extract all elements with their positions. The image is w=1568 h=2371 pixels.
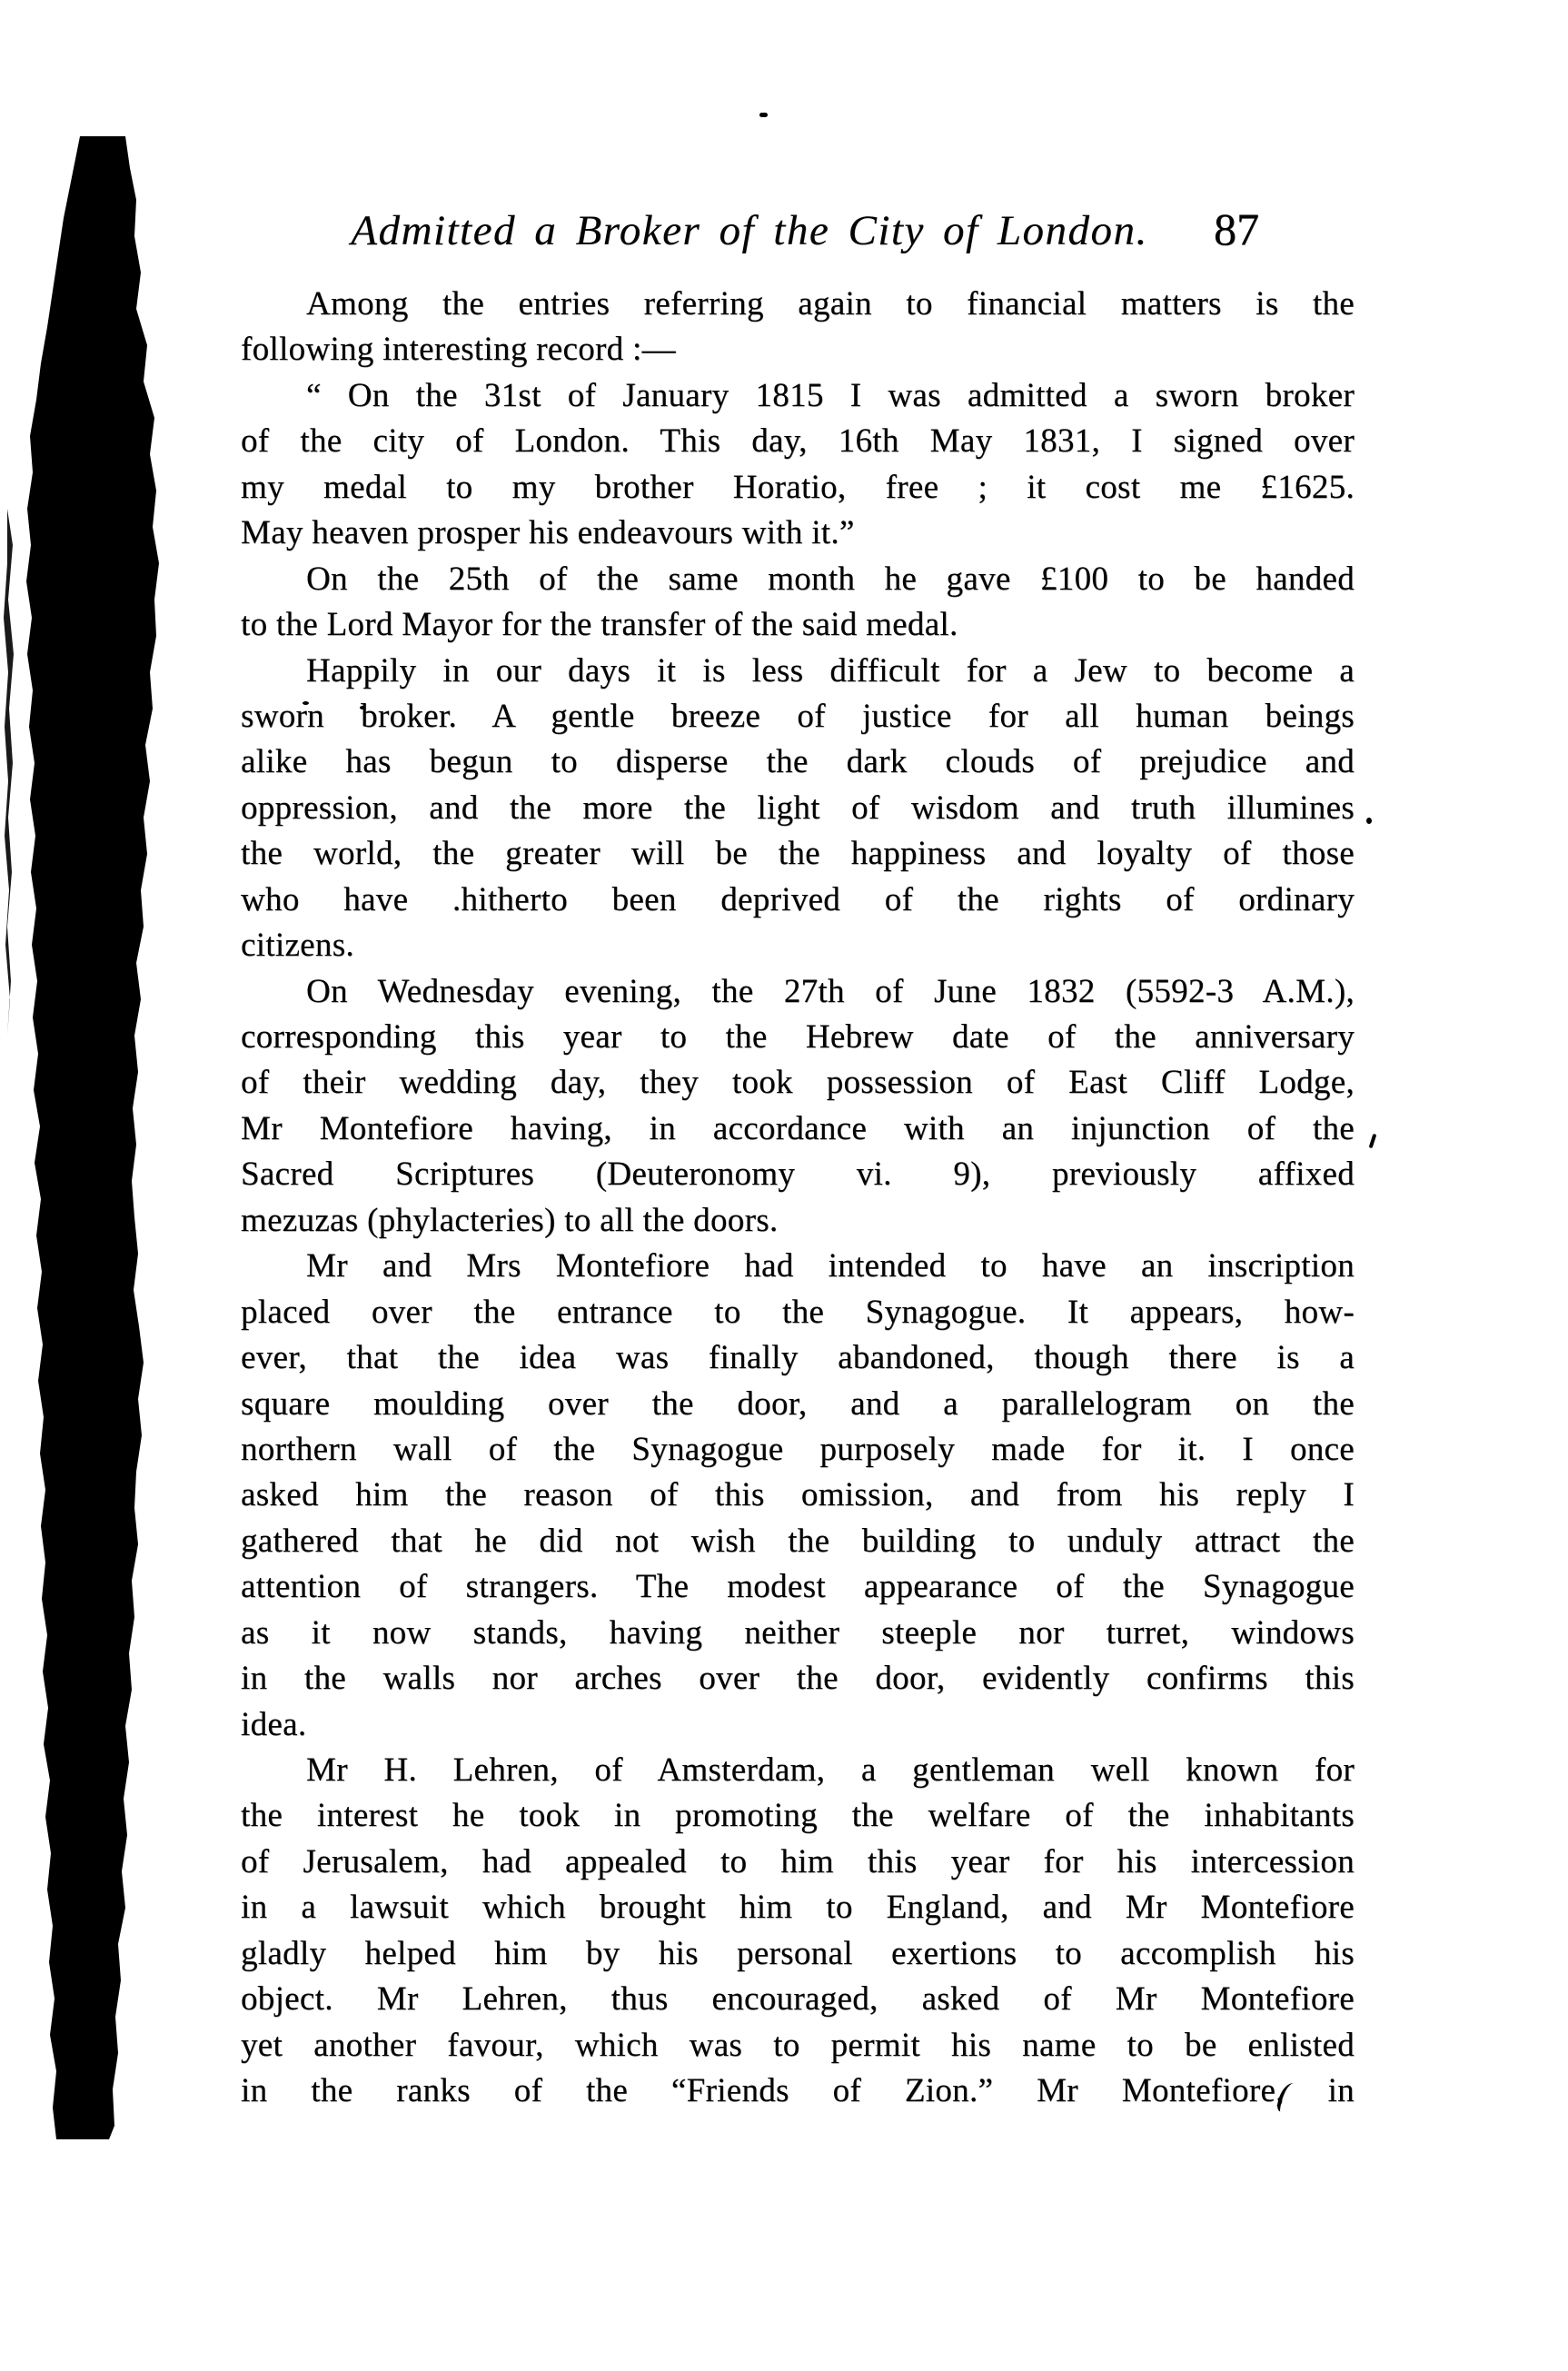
text-line: in the walls nor arches over the door, evidently confirms this [241, 1660, 1355, 1698]
text-line: of Jerusalem, had appealed to him this year for his intercession [241, 1842, 1355, 1880]
text-line: to the Lord Mayor for the transfer of the said medal. [241, 606, 958, 644]
text-line: ever, that the idea was finally abandoned, though there is a [241, 1339, 1355, 1377]
text-line: as it now stands, having neither steeple nor turret, windows [241, 1613, 1355, 1652]
text-line: mezuzas (phylacteries) to all the doors. [241, 1201, 779, 1239]
text-line: Mr and Mrs Montefiore had intended to have an inscription [306, 1247, 1355, 1285]
text-line: placed over the entrance to the Synagogue. It appears, how- [241, 1293, 1355, 1331]
text-line: Mr H. Lehren, of Amsterdam, a gentleman well known for [306, 1751, 1355, 1789]
text-line: idea. [241, 1705, 307, 1743]
text-line: in a lawsuit which brought him to England, and Mr Montefiore [241, 1889, 1355, 1927]
text-line: sworn broker. A gentle breeze of justice for all human beings [241, 697, 1355, 735]
scan-speck-top [759, 113, 768, 117]
text-line: On Wednesday evening, the 27th of June 1832 (5592-3 A.M.), [306, 972, 1355, 1010]
text-line: attention of strangers. The modest appearance of the Synagogue [241, 1568, 1355, 1606]
page-number: 87 [1214, 203, 1259, 254]
text-line: Sacred Scriptures (Deuteronomy vi. 9), previously affixed [241, 1156, 1355, 1194]
text-line: alike has begun to disperse the dark clouds of prejudice and [241, 743, 1355, 781]
text-line: yet another favour, which was to permit his name to be enlisted [241, 2026, 1355, 2064]
text-line: Among the entries referring again to financial matters is the [306, 285, 1355, 322]
text-line: “ On the 31st of January 1815 I was admitted a sworn broker [306, 376, 1355, 414]
text-line: oppression, and the more the light of wisdom and truth illumines [241, 789, 1355, 827]
text-line: northern wall of the Synagogue purposely made for it. I once [241, 1430, 1355, 1468]
scan-speck-right-margin-1 [1366, 818, 1372, 824]
text-line: of their wedding day, they took possession of East Cliff Lodge, [241, 1064, 1355, 1102]
scan-speck-right-margin-2 [1369, 1134, 1377, 1148]
text-line: square moulding over the door, and a parallelogram on the [241, 1384, 1355, 1423]
text-line: May heaven prosper his endeavours with it.” [241, 514, 855, 552]
text-line: the interest he took in promoting the welfare of the inhabitants [241, 1797, 1355, 1835]
text-line: corresponding this year to the Hebrew date of the anniversary [241, 1018, 1355, 1056]
text-line: gladly helped him by his personal exertions to accomplish his [241, 1934, 1355, 1972]
text-line: asked him the reason of this omission, and from his reply I [241, 1476, 1355, 1514]
text-line: Happily in our days it is less difficult for a Jew to become a [306, 651, 1355, 689]
text-line: my medal to my brother Horatio, free ; it cost me £1625. [241, 468, 1355, 506]
text-line: the world, the greater will be the happiness and loyalty of those [241, 835, 1355, 873]
text-line: On the 25th of the same month he gave £100 to be handed [306, 560, 1355, 598]
text-line: who have .hitherto been deprived of the rights of ordinary [241, 880, 1355, 918]
text-line: gathered that he did not wish the building to unduly attract the [241, 1522, 1355, 1560]
text-line: following interesting record :— [241, 331, 676, 369]
text-line: Mr Montefiore having, in accordance with an injunction of the [241, 1109, 1355, 1147]
body-text [241, 282, 1355, 2115]
text-line: citizens. [241, 927, 354, 965]
text-line: in the ranks of the “Friends of Zion.” Mr Montefiore, in [241, 2072, 1355, 2110]
text-line: of the city of London. This day, 16th May 1831, I signed over [241, 422, 1355, 461]
text-line: object. Mr Lehren, thus encouraged, asked of Mr Montefiore [241, 1980, 1355, 2019]
running-header-title: Admitted a Broker of the City of London. [351, 207, 1148, 254]
